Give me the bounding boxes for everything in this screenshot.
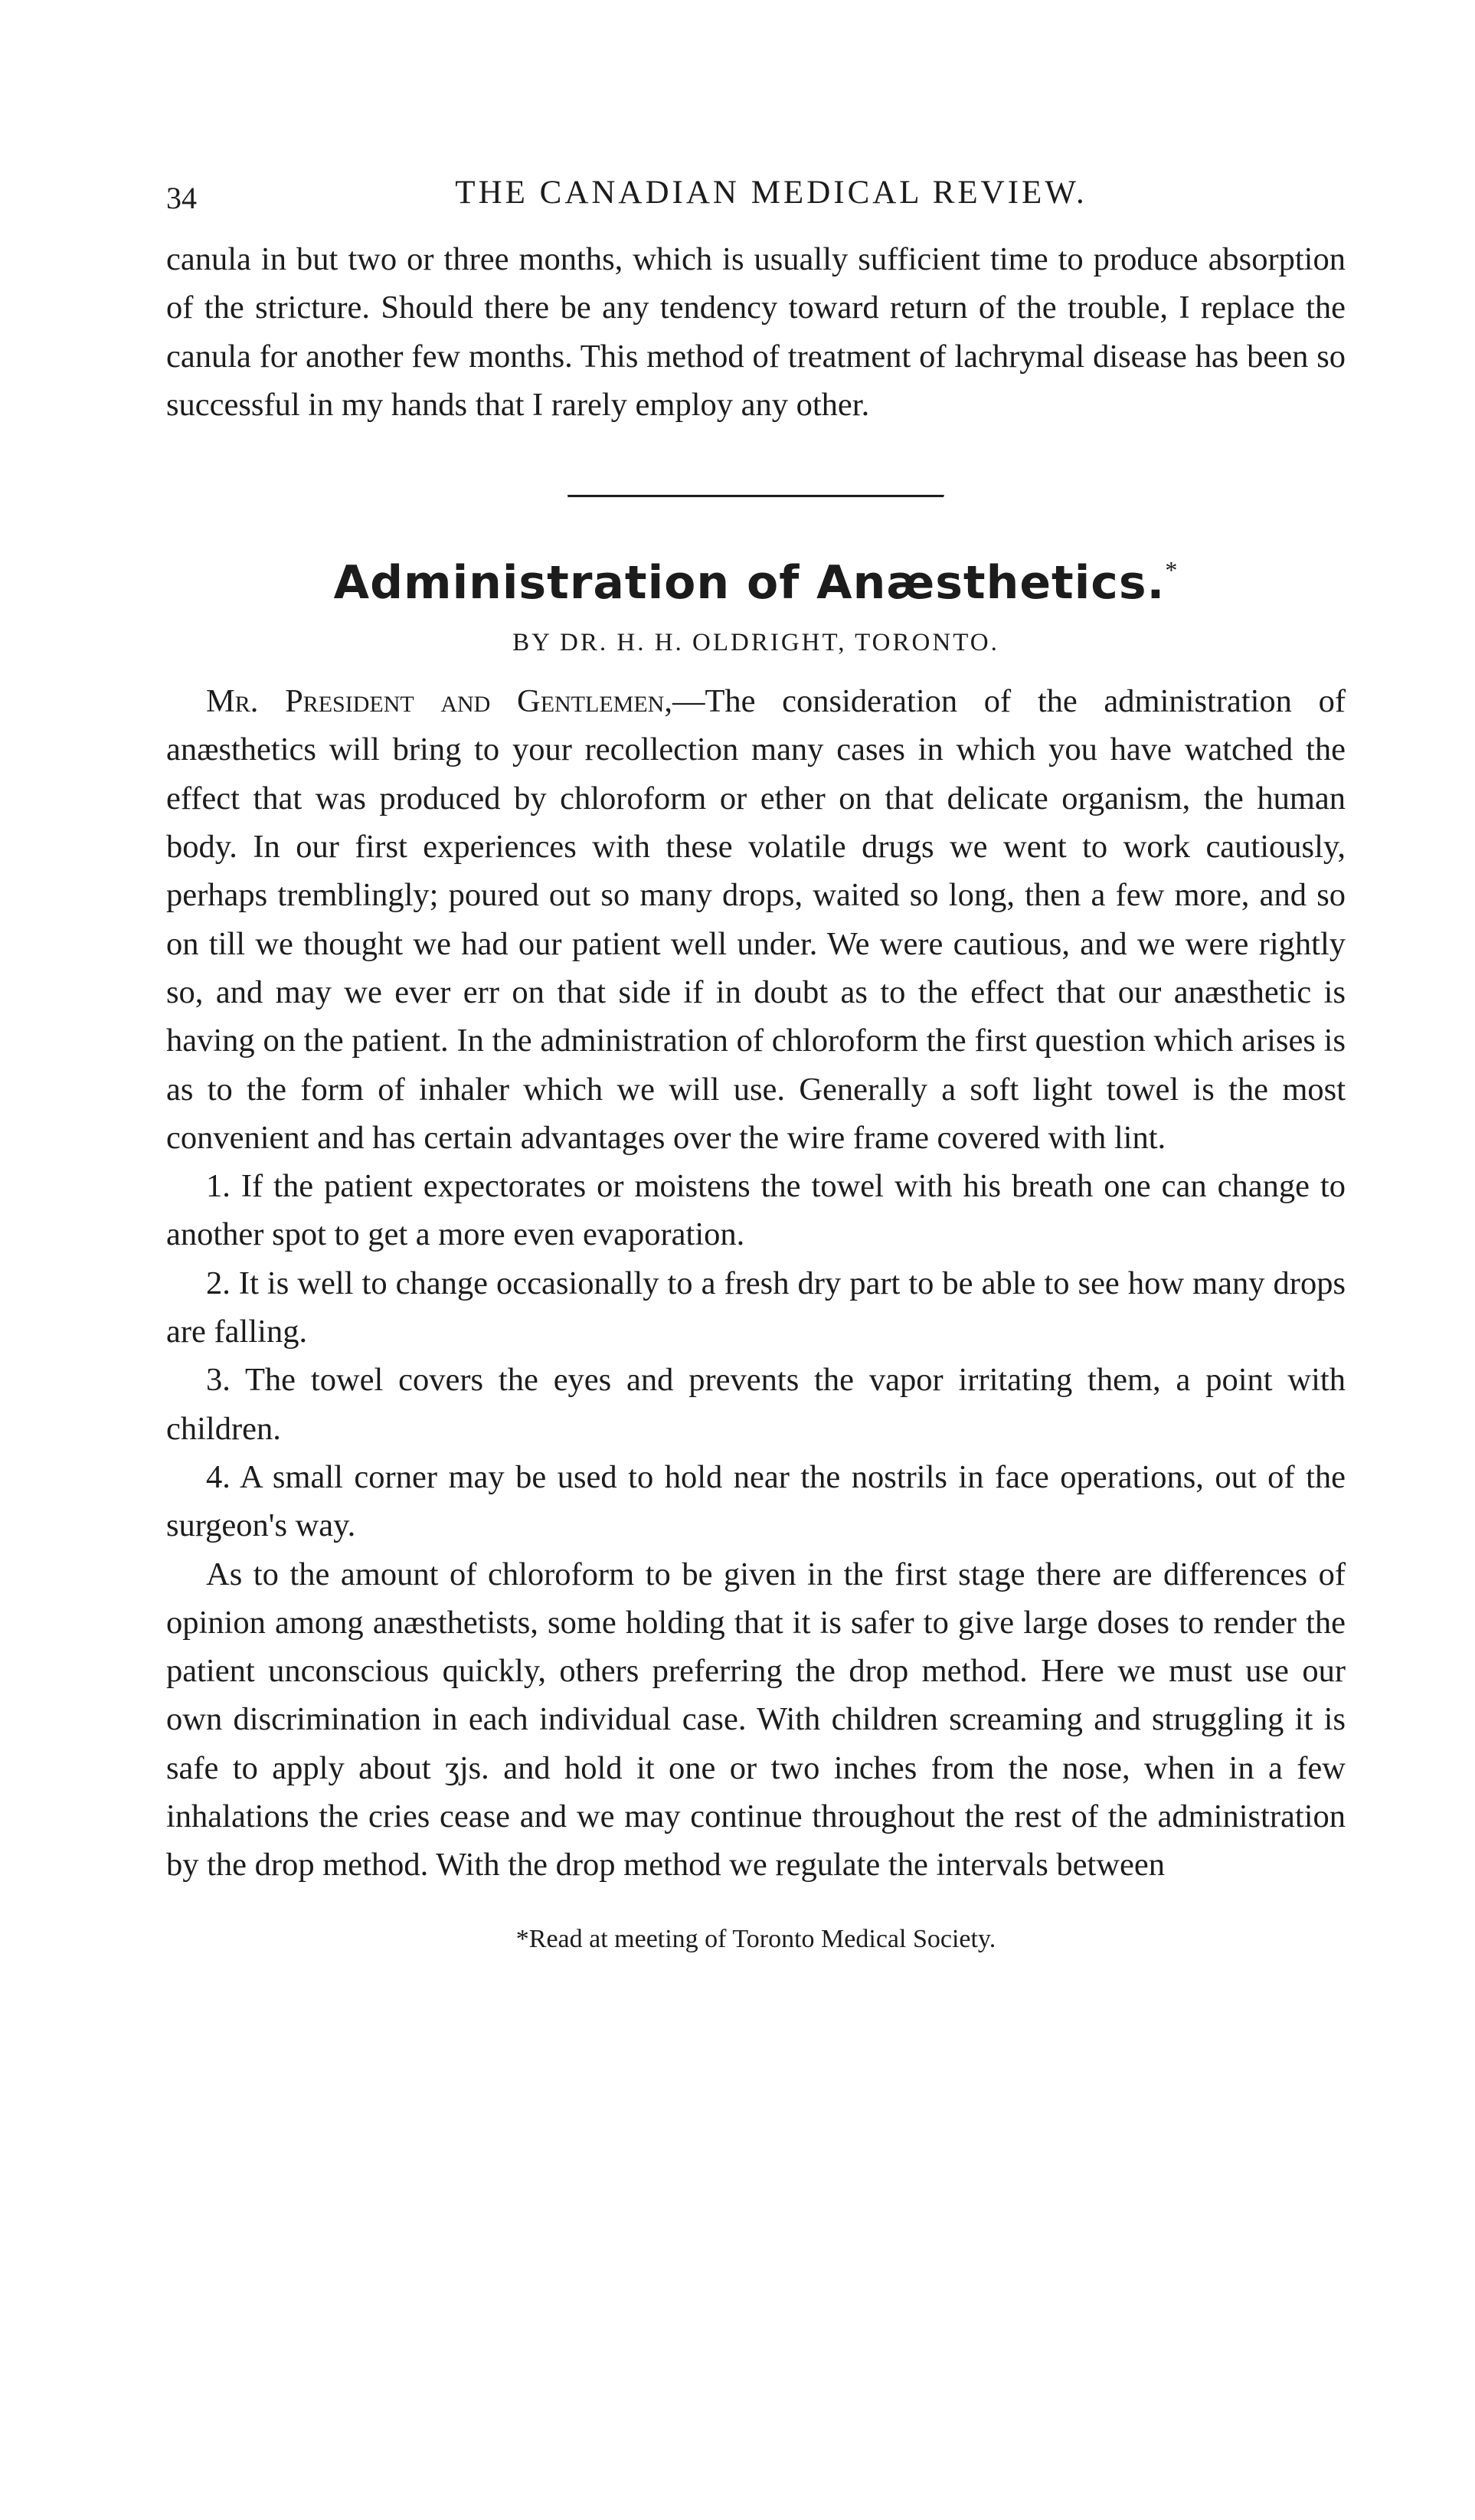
author-byline: BY DR. H. H. OLDRIGHT, TORONTO.	[512, 629, 999, 657]
running-head	[166, 165, 1346, 214]
page-number: 34	[166, 181, 197, 215]
footnote-marker: *	[1165, 556, 1179, 584]
journal-title: THE CANADIAN MEDICAL REVIEW.	[455, 175, 1087, 211]
numbered-point: 3. The towel covers the eyes and prevents the vapor irritating them, a point with children.	[166, 1362, 1346, 1447]
numbered-point: 1. If the patient expectorates or moistens the towel with his breath one can change to another spot to get a more even evaporation.	[166, 1168, 1346, 1253]
opening-text: —The consideration of the administration of anæsthetics will bring to your recollection many cases in which you have watched the effect that was produced by chloroform or ether on that delicate organism, the human body. In our first experiences with these volatile drugs we went to work cautiously, perhaps tremblingly; poured out so many drops, waited so long, then a few more, and so on till we thought we had our patient well under. We were cautious, and we were rightly so, and may we ever err on that side if in doubt as to the effect that our anæsthetic is having on the patient. In the administration of chloroform the first question which arises is as to the form of inhaler which we will use. Generally a soft light towel is the most convenient and has certain advantages over the wire frame covered with lint.	[166, 683, 1346, 1156]
article-title-text: Administration of Anæsthetics.	[333, 556, 1166, 610]
book-page	[166, 165, 1346, 1959]
salutation: Mr. President and Gentlemen,	[206, 683, 672, 720]
article-title	[166, 539, 1346, 614]
footnote: *Read at meeting of Toronto Medical Society.	[515, 1924, 996, 1953]
opening-paragraph	[166, 677, 1346, 1162]
continued-paragraph: canula in but two or three months, which is usually sufficient time to produce absorption of the stricture. Should there be any tendency toward return of the trouble, I replace the canula for another few months. This method of treatment of lachrymal disease has been so successful in my hands that I rarely employ any other.	[166, 241, 1346, 423]
numbered-point: 4. A small corner may be used to hold near the nostrils in face operations, out of the surgeon's way.	[166, 1458, 1346, 1544]
numbered-point: 2. It is well to change occasionally to a fresh dry part to be able to see how many drops are falling.	[166, 1265, 1346, 1350]
closing-paragraph: As to the amount of chloroform to be given in the first stage there are differences of opinion among anæsthetists, some holding that it is safer to give large doses to render the patient unconscious quickly, others preferring the drop method. Here we must use our own discrimination in each individual case. With children screaming and struggling it is safe to apply about ʒjs. and hold it one or two inches from the nose, when in a few inhalations the cries cease and we may continue throughout the rest of the administration by the drop method. With the drop method we regulate the intervals between	[166, 1556, 1346, 1883]
section-divider	[567, 495, 944, 498]
